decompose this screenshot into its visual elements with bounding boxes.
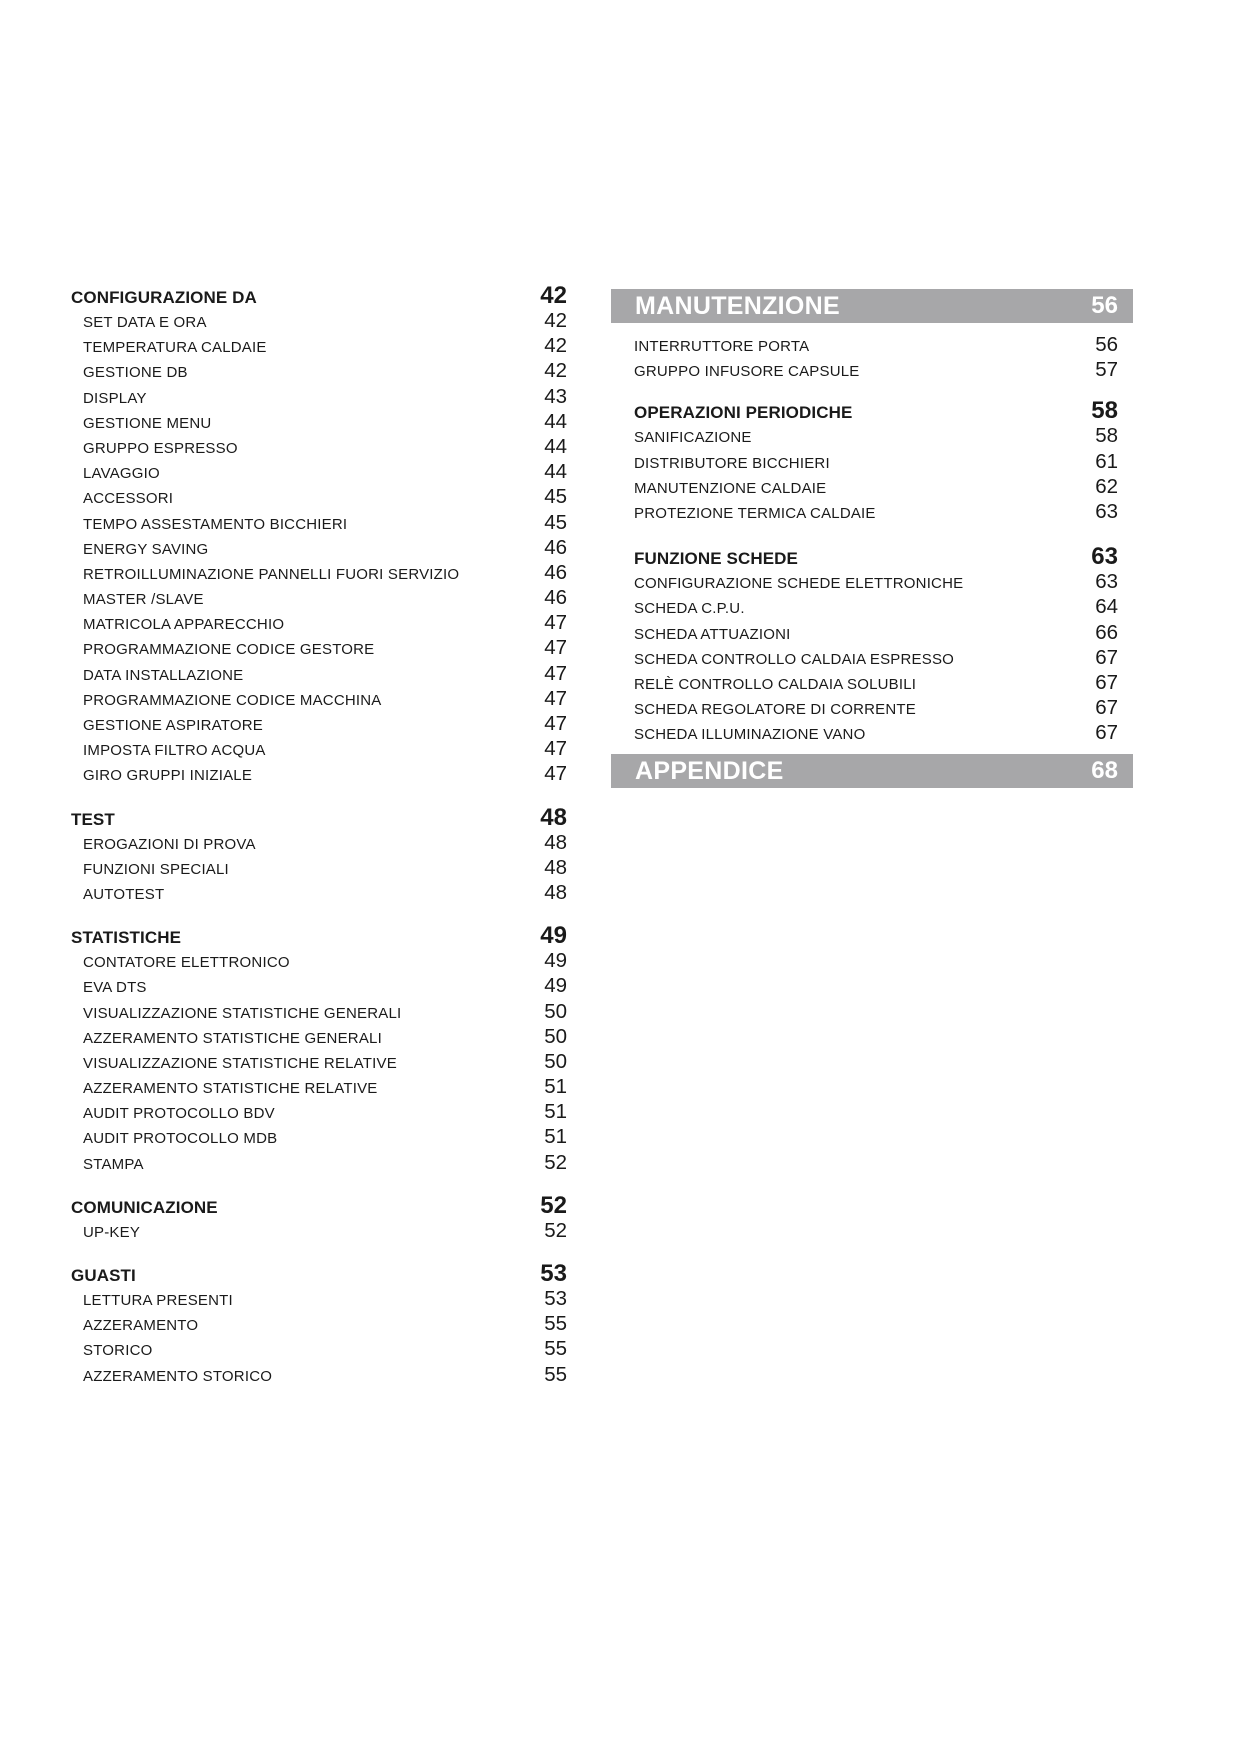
entry-label: PROGRAMMAZIONE CODICE GESTORE — [83, 641, 375, 659]
entry-label: GESTIONE MENU — [83, 414, 212, 432]
entry-page: 47 — [544, 762, 567, 786]
entry-page: 44 — [544, 460, 567, 484]
entry-label: GRUPPO ESPRESSO — [83, 439, 238, 457]
toc-entry[interactable] — [71, 856, 567, 881]
entry-page: 43 — [544, 384, 567, 408]
toc-entry[interactable] — [71, 1100, 567, 1125]
toc-entry[interactable] — [634, 570, 1133, 595]
entry-label: LETTURA PRESENTI — [83, 1292, 233, 1309]
entry-label: GESTIONE ASPIRATORE — [83, 717, 263, 734]
toc-entry[interactable] — [71, 1337, 567, 1362]
entry-label: DISPLAY — [83, 389, 147, 407]
toc-left-column — [71, 282, 567, 1388]
entry-label: ACCESSORI — [83, 490, 174, 508]
toc-entry[interactable] — [71, 385, 567, 410]
toc-entry[interactable] — [71, 1363, 567, 1388]
entry-label: SCHEDA C.P.U. — [634, 600, 745, 618]
entry-label: STAMPA — [83, 1155, 144, 1173]
toc-entry[interactable] — [71, 949, 567, 974]
toc-entry[interactable] — [71, 511, 567, 536]
toc-entry[interactable] — [71, 1025, 567, 1050]
entry-label: AZZERAMENTO STATISTICHE GENERALI — [83, 1029, 382, 1047]
toc-entry[interactable] — [71, 1312, 567, 1337]
toc-entry[interactable] — [71, 611, 567, 636]
toc-entry[interactable] — [634, 358, 1133, 383]
toc-entry[interactable] — [634, 721, 1133, 746]
toc-right-column — [611, 289, 1133, 788]
entry-page: 50 — [544, 1024, 567, 1048]
section-heading[interactable] — [71, 282, 567, 309]
toc-entry[interactable] — [71, 662, 567, 687]
entry-page: 67 — [1095, 670, 1118, 694]
entry-page: 67 — [1095, 696, 1118, 720]
entry-page: 44 — [544, 434, 567, 458]
entry-label: AZZERAMENTO STATISTICHE RELATIVE — [83, 1080, 378, 1098]
entry-page: 48 — [544, 880, 567, 904]
toc-entry[interactable] — [71, 1050, 567, 1075]
entry-page: 51 — [544, 1125, 567, 1149]
entry-label: AUDIT PROTOCOLLO MDB — [83, 1130, 278, 1148]
entry-page: 58 — [1095, 424, 1118, 448]
entry-label: AUTOTEST — [83, 885, 165, 903]
entry-label: AZZERAMENTO STORICO — [83, 1367, 273, 1385]
entry-page: 52 — [544, 1218, 567, 1242]
entry-page: 48 — [544, 855, 567, 879]
entry-label: EVA DTS — [83, 979, 147, 997]
entry-label: TEMPO ASSESTAMENTO BICCHIERI — [83, 515, 348, 533]
entry-label: DISTRIBUTORE BICCHIERI — [634, 454, 830, 472]
toc-section — [634, 543, 1133, 746]
entry-label: GIRO GRUPPI INIZIALE — [83, 767, 253, 785]
toc-entry[interactable] — [634, 475, 1133, 500]
entry-label: CONTATORE ELETTRONICO — [83, 954, 290, 972]
toc-section-appendice — [611, 754, 1133, 788]
entry-page: 47 — [544, 636, 567, 660]
section-heading[interactable] — [634, 543, 1133, 570]
toc-entry[interactable] — [71, 1000, 567, 1025]
entry-page: 50 — [544, 1049, 567, 1073]
entry-label: INTERRUTTORE PORTA — [634, 338, 810, 355]
entry-page: 45 — [544, 510, 567, 534]
entry-label: PROTEZIONE TERMICA CALDAIE — [634, 504, 876, 522]
section-heading[interactable] — [634, 397, 1133, 424]
toc-entry[interactable] — [71, 762, 567, 787]
entry-page: 55 — [544, 1362, 567, 1386]
section-page: 58 — [1091, 397, 1118, 425]
entry-label: FUNZIONI SPECIALI — [83, 860, 229, 878]
section-page: 52 — [540, 1191, 567, 1219]
toc-entry[interactable] — [71, 881, 567, 906]
entry-page: 46 — [544, 586, 567, 610]
entry-label: DATA INSTALLAZIONE — [83, 666, 244, 684]
toc-entry[interactable] — [71, 359, 567, 384]
section-title: TEST — [71, 809, 115, 829]
entry-label: MANUTENZIONE CALDAIE — [634, 479, 827, 497]
section-page: 48 — [540, 803, 567, 831]
entry-page: 63 — [1095, 499, 1118, 523]
section-page: 63 — [1091, 543, 1118, 571]
toc-entry[interactable] — [71, 1151, 567, 1176]
entry-page: 61 — [1095, 449, 1118, 473]
toc-entry[interactable] — [71, 1287, 567, 1312]
entry-label: GESTIONE DB — [83, 364, 188, 382]
entry-page: 55 — [544, 1312, 567, 1336]
toc-section — [71, 1260, 567, 1388]
entry-label: AUDIT PROTOCOLLO BDV — [83, 1105, 275, 1123]
entry-label: PROGRAMMAZIONE CODICE MACCHINA — [83, 691, 382, 709]
section-title: CONFIGURAZIONE DA — [71, 288, 257, 307]
toc-entry[interactable] — [634, 500, 1133, 525]
section-band[interactable] — [611, 754, 1133, 788]
entry-label: GRUPPO INFUSORE CAPSULE — [634, 363, 860, 381]
entry-page: 67 — [1095, 721, 1118, 745]
toc-entry[interactable] — [634, 450, 1133, 475]
section-page: 68 — [1091, 757, 1118, 785]
entry-page: 42 — [544, 334, 567, 358]
section-heading[interactable] — [71, 1192, 567, 1219]
entry-label: EROGAZIONI DI PROVA — [83, 835, 256, 853]
toc-section-manutenzione — [611, 289, 1133, 383]
toc-entry[interactable] — [634, 424, 1133, 449]
toc-entry[interactable] — [634, 696, 1133, 721]
entry-label: LAVAGGIO — [83, 465, 160, 483]
toc-entry[interactable] — [634, 333, 1133, 358]
entry-label: AZZERAMENTO — [83, 1317, 199, 1335]
toc-section — [634, 397, 1133, 525]
entry-label: SET DATA E ORA — [83, 314, 207, 331]
entry-label: SCHEDA CONTROLLO CALDAIA ESPRESSO — [634, 650, 955, 668]
section-band[interactable] — [611, 289, 1133, 323]
section-title: OPERAZIONI PERIODICHE — [634, 403, 853, 423]
section-title: MANUTENZIONE — [635, 291, 840, 320]
toc-entry[interactable] — [71, 1125, 567, 1150]
entry-label: VISUALIZZAZIONE STATISTICHE GENERALI — [83, 1004, 402, 1022]
entry-label: STORICO — [83, 1342, 153, 1360]
entry-page: 44 — [544, 409, 567, 433]
entry-label: TEMPERATURA CALDAIE — [83, 339, 267, 357]
entry-page: 51 — [544, 1100, 567, 1124]
entry-page: 56 — [1095, 333, 1118, 356]
section-page: 49 — [540, 922, 567, 950]
entry-label: SCHEDA REGOLATORE DI CORRENTE — [634, 701, 916, 719]
entry-label: SCHEDA ILLUMINAZIONE VANO — [634, 726, 866, 744]
entry-page: 53 — [544, 1287, 567, 1310]
toc-entry[interactable] — [634, 621, 1133, 646]
section-heading[interactable] — [71, 1260, 567, 1287]
section-heading[interactable] — [71, 804, 567, 831]
section-title: APPENDICE — [635, 756, 784, 785]
section-heading[interactable] — [71, 922, 567, 949]
toc-section — [71, 804, 567, 907]
toc-entry[interactable] — [71, 586, 567, 611]
toc-entry[interactable] — [71, 410, 567, 435]
entry-label: SCHEDA ATTUAZIONI — [634, 625, 791, 643]
entry-page: 47 — [544, 661, 567, 685]
section-page: 56 — [1091, 292, 1118, 319]
section-title: COMUNICAZIONE — [71, 1197, 218, 1217]
entry-label: UP-KEY — [83, 1223, 141, 1241]
entry-label: MASTER /SLAVE — [83, 591, 204, 609]
entry-page: 55 — [544, 1337, 567, 1361]
entry-page: 66 — [1095, 620, 1118, 644]
entry-label: ENERGY SAVING — [83, 540, 209, 558]
toc-entry[interactable] — [71, 334, 567, 359]
entry-page: 64 — [1095, 595, 1118, 619]
entry-label: MATRICOLA APPARECCHIO — [83, 616, 285, 634]
toc-entry[interactable] — [71, 1075, 567, 1100]
entry-page: 49 — [544, 949, 567, 973]
toc-entry[interactable] — [71, 1219, 567, 1244]
toc-entry[interactable] — [634, 646, 1133, 671]
entry-label: RETROILLUMINAZIONE PANNELLI FUORI SERVIZIO — [83, 565, 460, 583]
toc-entry[interactable] — [71, 737, 567, 762]
toc-entry[interactable] — [71, 831, 567, 856]
entry-page: 49 — [544, 974, 567, 998]
entry-page: 42 — [544, 309, 567, 332]
section-page: 42 — [540, 282, 567, 309]
entry-page: 47 — [544, 737, 567, 761]
entry-page: 45 — [544, 485, 567, 509]
entry-page: 57 — [1095, 358, 1118, 382]
entry-label: IMPOSTA FILTRO ACQUA — [83, 742, 266, 760]
toc-entry[interactable] — [71, 636, 567, 661]
entry-label: VISUALIZZAZIONE STATISTICHE RELATIVE — [83, 1054, 397, 1072]
entry-page: 47 — [544, 611, 567, 635]
toc-entry[interactable] — [71, 435, 567, 460]
toc-entry[interactable] — [71, 561, 567, 586]
entry-page: 46 — [544, 535, 567, 559]
entry-page: 47 — [544, 686, 567, 710]
section-title: STATISTICHE — [71, 928, 182, 948]
section-items — [611, 333, 1133, 383]
entry-label: SANIFICAZIONE — [634, 429, 752, 447]
section-title: FUNZIONE SCHEDE — [634, 549, 798, 569]
toc-entry[interactable] — [71, 485, 567, 510]
toc-entry[interactable] — [634, 671, 1133, 696]
entry-page: 63 — [1095, 570, 1118, 594]
entry-page: 47 — [544, 712, 567, 735]
entry-page: 67 — [1095, 645, 1118, 669]
entry-page: 50 — [544, 999, 567, 1023]
toc-entry[interactable] — [71, 974, 567, 999]
toc-entry[interactable] — [634, 595, 1133, 620]
entry-page: 52 — [544, 1150, 567, 1174]
toc-entry[interactable] — [71, 536, 567, 561]
toc-entry[interactable] — [71, 309, 567, 334]
toc-entry[interactable] — [71, 712, 567, 737]
section-title: GUASTI — [71, 1266, 136, 1285]
section-page: 53 — [540, 1260, 567, 1287]
entry-page: 62 — [1095, 474, 1118, 498]
entry-page: 48 — [544, 830, 567, 854]
entry-label: RELÈ CONTROLLO CALDAIA SOLUBILI — [634, 675, 917, 693]
toc-entry[interactable] — [71, 460, 567, 485]
toc-entry[interactable] — [71, 687, 567, 712]
toc-right-groups — [611, 397, 1133, 746]
entry-page: 42 — [544, 359, 567, 383]
toc-section — [71, 1192, 567, 1244]
toc-section — [71, 282, 567, 788]
entry-page: 46 — [544, 560, 567, 584]
toc-section — [71, 922, 567, 1176]
entry-page: 51 — [544, 1075, 567, 1099]
entry-label: CONFIGURAZIONE SCHEDE ELETTRONICHE — [634, 575, 964, 593]
